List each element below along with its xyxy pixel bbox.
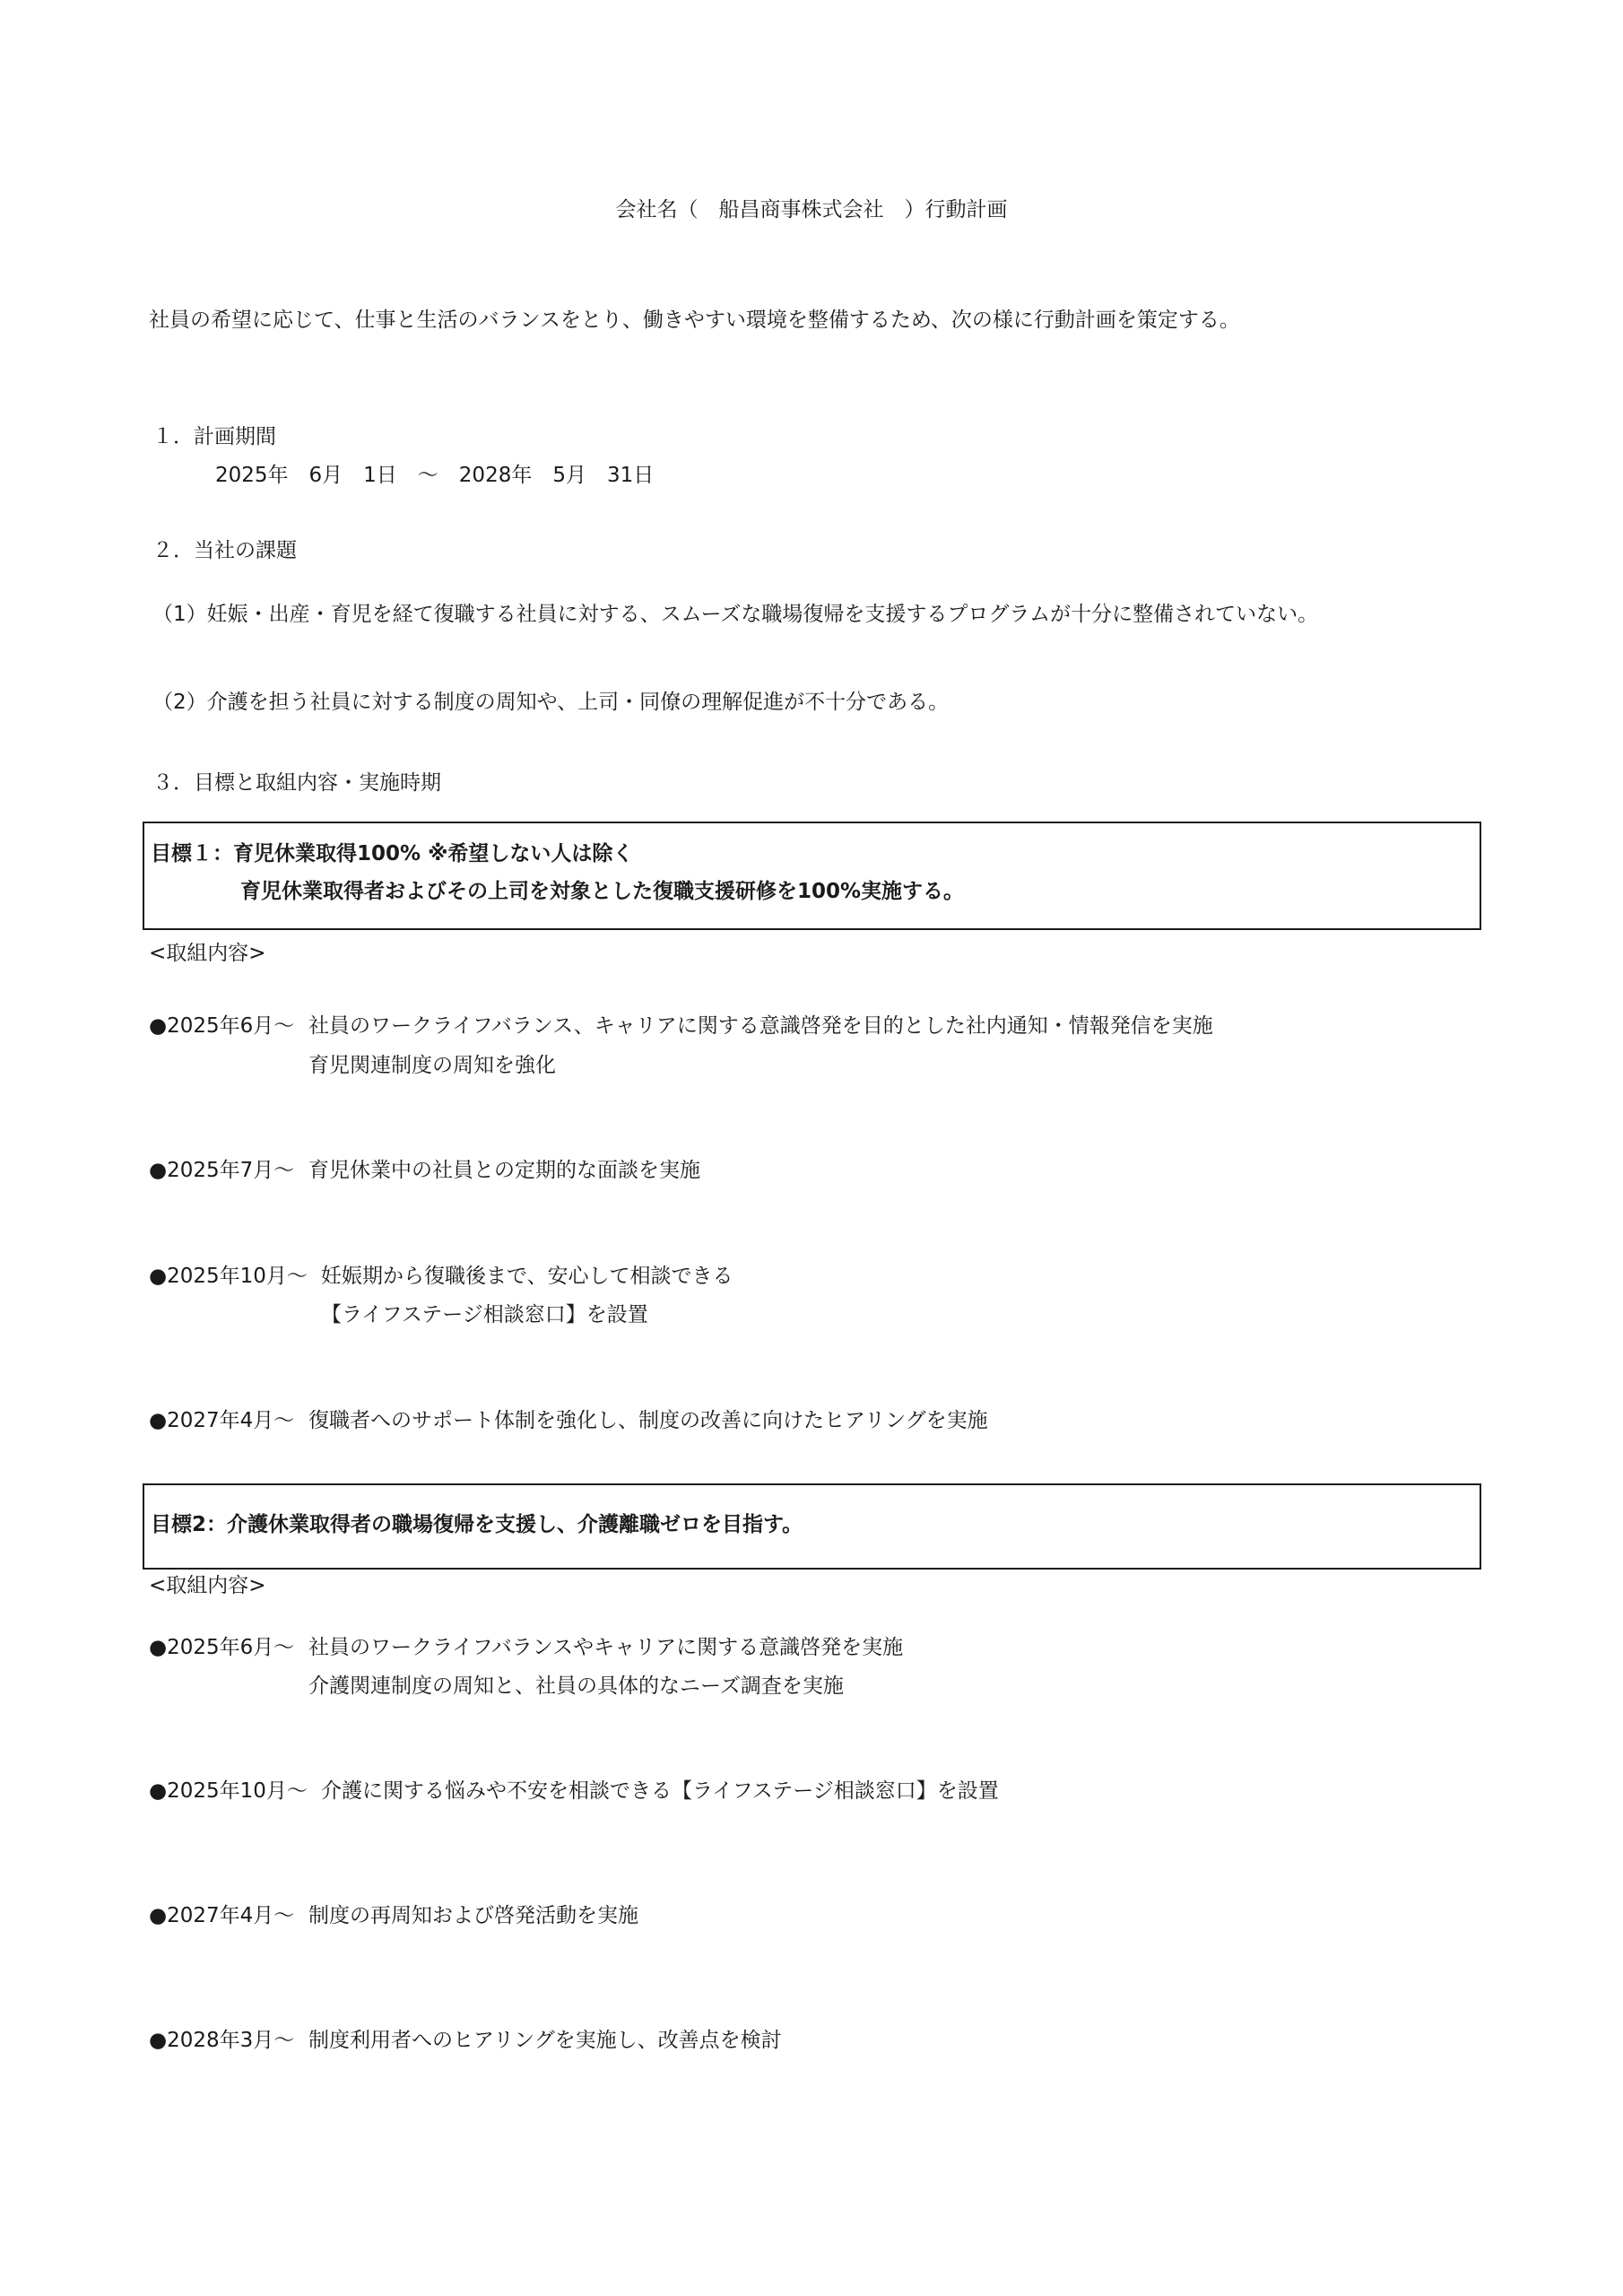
goal2-action-4-date: ●2028年3月～ xyxy=(149,2029,295,2052)
goal2-action-4-line-1: 制度利用者へのヒアリングを実施し、改善点を検討 xyxy=(308,2029,782,2052)
goal2-action-3-line-1: 制度の再周知および啓発活動を実施 xyxy=(308,1904,638,1927)
goal1-action-1-date: ●2025年6月～ xyxy=(149,1014,295,1038)
issue-2: （2）介護を担う社員に対する制度の周知や、上司・同僚の理解促進が不十分である。 xyxy=(152,691,950,714)
section1-heading: １．計画期間 xyxy=(152,425,276,448)
goal2-action-3-date: ●2027年4月～ xyxy=(149,1904,295,1927)
goal1-action-2-date: ●2025年7月～ xyxy=(149,1159,295,1182)
goal1-action-1-line-1: 社員のワークライフバランス、キャリアに関する意識啓発を目的とした社内通知・情報発信を実施 xyxy=(308,1014,1213,1038)
goal1-action-3-line-2: 【ライフステージ相談窓口】を設置 xyxy=(321,1303,648,1326)
goal1-action-1-line-2: 育児関連制度の周知を強化 xyxy=(308,1054,556,1077)
goal1-detail: 育児休業取得者およびその上司を対象とした復職支援研修を100%実施する。 xyxy=(240,880,965,903)
goal1-action-4-line-1: 復職者へのサポート体制を強化し、制度の改善に向けたヒアリングを実施 xyxy=(308,1409,988,1432)
section2-heading: ２．当社の課題 xyxy=(152,539,297,562)
plan-period: 2025年 6月 1日 ～ 2028年 5月 31日 xyxy=(215,464,655,487)
section3-heading: ３．目標と取組内容・実施時期 xyxy=(152,771,441,795)
goal2-action-2-line-1: 介護に関する悩みや不安を相談できる【ライフステージ相談窓口】を設置 xyxy=(321,1779,999,1803)
goal1-action-2-line-1: 育児休業中の社員との定期的な面談を実施 xyxy=(308,1159,700,1182)
intro-text: 社員の希望に応じて、仕事と生活のバランスをとり、働きやすい環境を整備するため、次の様に行動計画を策定する。 xyxy=(149,309,1240,332)
goal1-title: 目標１：育児休業取得100% ※希望しない人は除く xyxy=(151,842,634,865)
goal2-action-1-line-2: 介護関連制度の周知と、社員の具体的なニーズ調査を実施 xyxy=(308,1674,844,1698)
goal1-box xyxy=(143,822,1481,930)
goal2-actions-label: <取組内容> xyxy=(149,1574,266,1597)
goal2-action-2-date: ●2025年10月～ xyxy=(149,1779,308,1803)
goal1-action-3-date: ●2025年10月～ xyxy=(149,1265,308,1288)
goal1-action-3-line-1: 妊娠期から復職後まで、安心して相談できる xyxy=(321,1265,733,1288)
goal1-actions-label: <取組内容> xyxy=(149,942,266,965)
issue-1: （1）妊娠・出産・育児を経て復職する社員に対する、スムーズな職場復帰を支援するプログラムが十分に整備されていない。 xyxy=(152,603,1319,626)
goal2-action-1-line-1: 社員のワークライフバランスやキャリアに関する意識啓発を実施 xyxy=(308,1636,904,1659)
goal1-action-4-date: ●2027年4月～ xyxy=(149,1409,295,1432)
goal2-action-1-date: ●2025年6月～ xyxy=(149,1636,295,1659)
document-title: 会社名（ 船昌商事株式会社 ）行動計画 xyxy=(615,198,1008,222)
goal2-title: 目標2：介護休業取得者の職場復帰を支援し、介護離職ゼロを目指す。 xyxy=(151,1513,803,1536)
